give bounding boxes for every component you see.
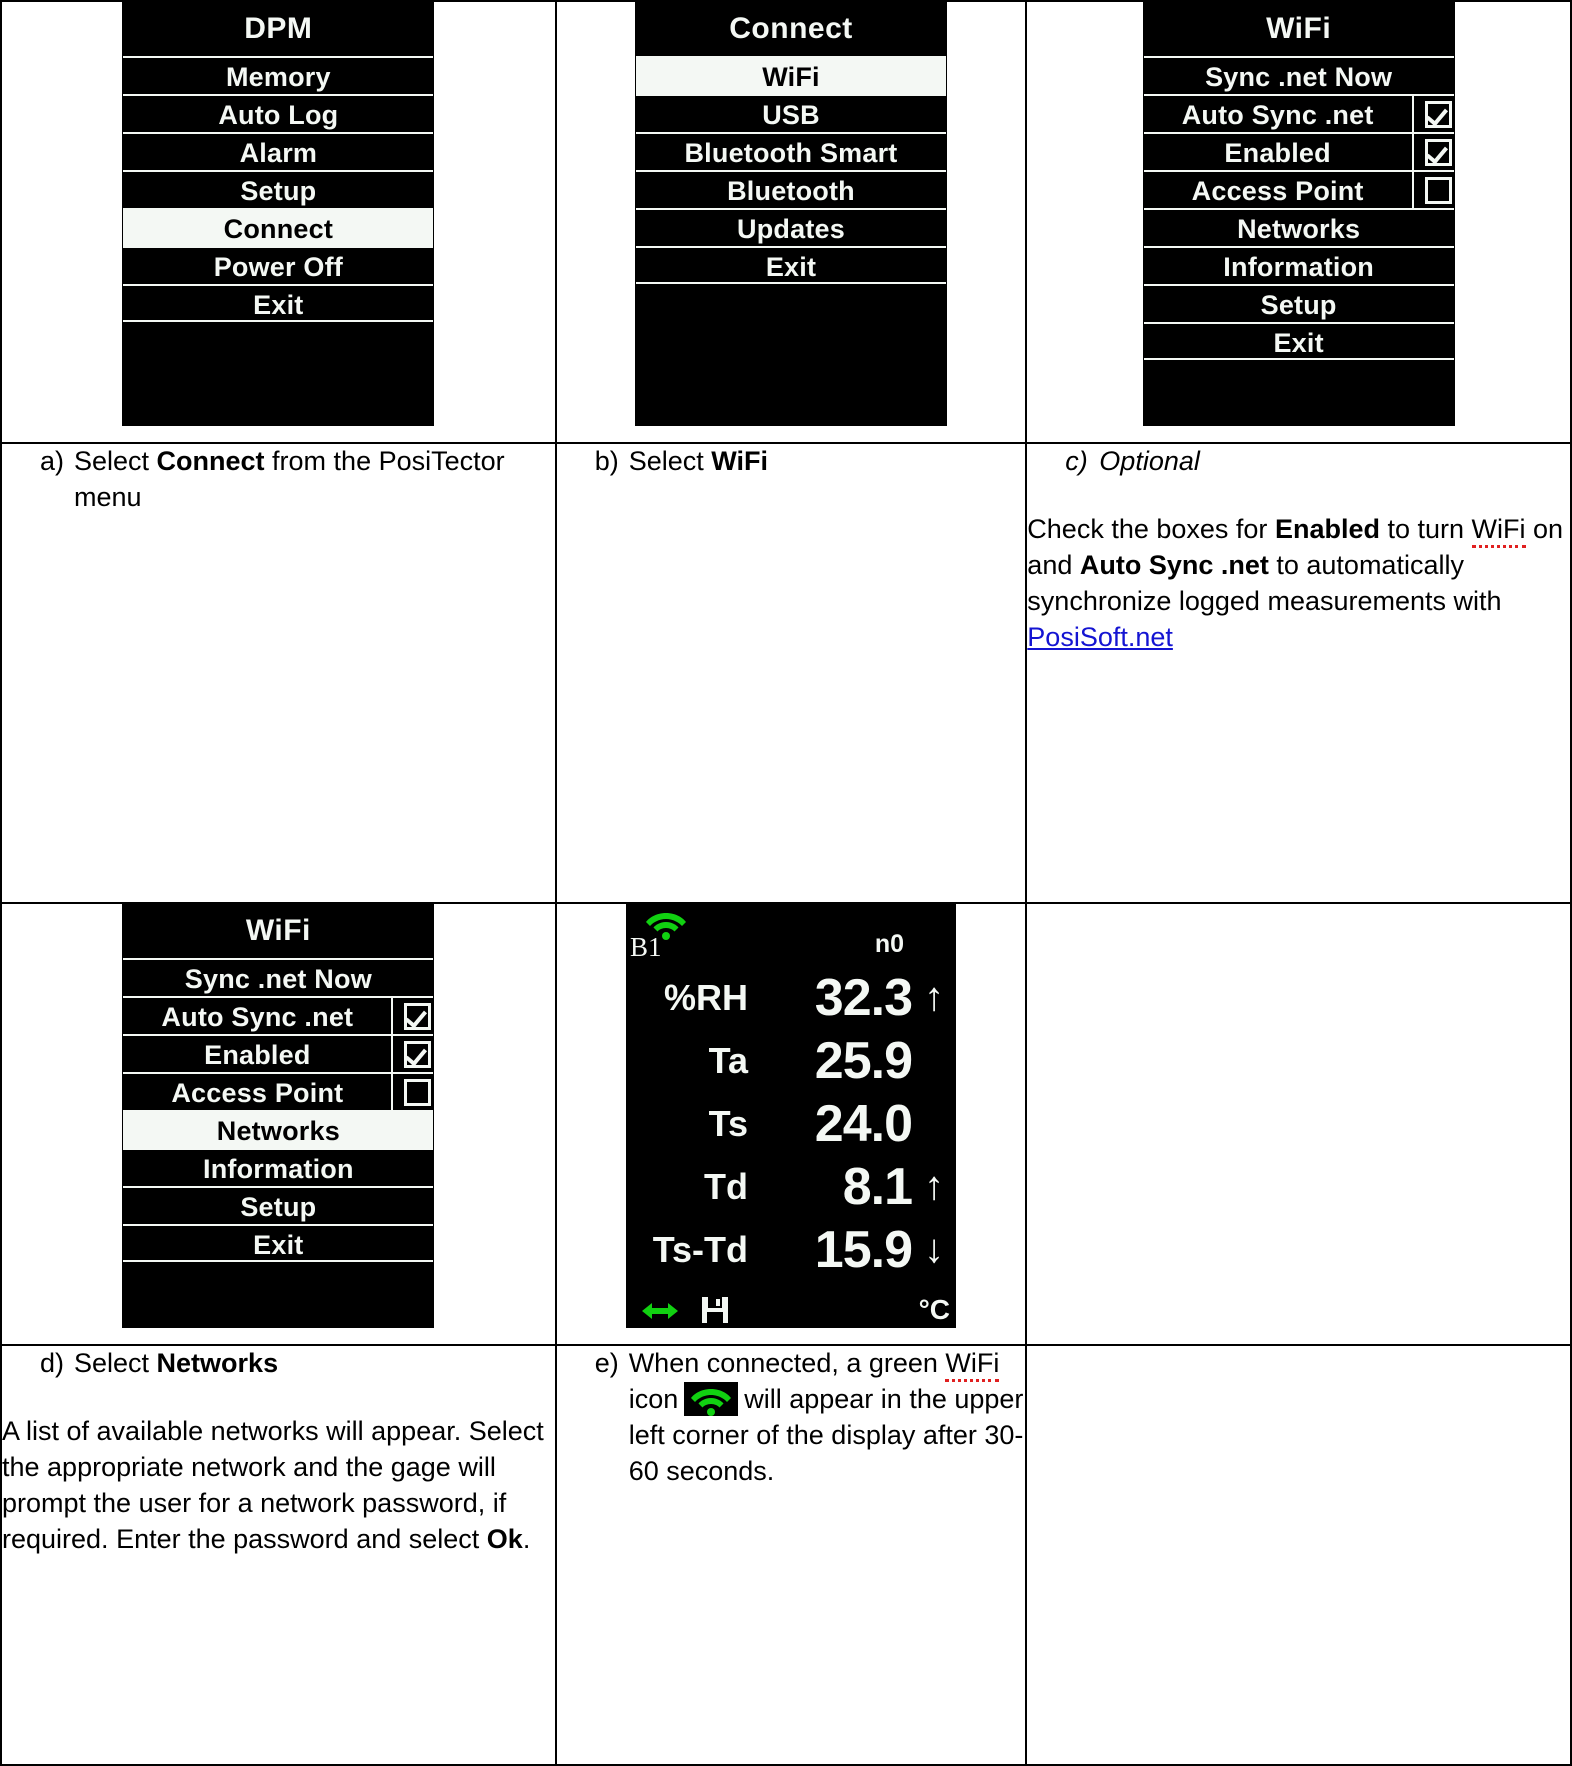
- cell-empty-r4c3: [1026, 1345, 1571, 1765]
- menu-item-information[interactable]: [1144, 246, 1454, 284]
- menu-item-label: Alarm: [239, 138, 318, 168]
- lcd-dpm-menu: [122, 2, 434, 426]
- menu-item-label: Auto Sync .net: [123, 998, 393, 1036]
- step-marker: c): [1065, 446, 1088, 476]
- reading-value: 25.9: [814, 1031, 912, 1090]
- reading-values-list: [626, 966, 956, 1281]
- menu-item-label: Memory: [225, 62, 331, 92]
- menu-item-label: Networks: [1237, 214, 1361, 244]
- menu-item-label: Sync .net Now: [1205, 62, 1393, 92]
- cell-step-a: [1, 443, 556, 903]
- reading-row-ts-td: [626, 1218, 956, 1281]
- menu-item-label: Bluetooth: [727, 176, 855, 206]
- step-marker: b): [594, 446, 619, 476]
- reading-label: Ta: [708, 1039, 748, 1081]
- menu-item-label: Updates: [737, 214, 845, 244]
- menu-item-exit[interactable]: [636, 246, 946, 284]
- menu-item-sync-net-now[interactable]: [1144, 56, 1454, 94]
- menu-item-label: Access Point: [1144, 172, 1414, 210]
- menu-item-label: Enabled: [123, 1036, 393, 1074]
- step-bold: Networks: [156, 1348, 279, 1378]
- text-frag: icon: [628, 1383, 679, 1414]
- temperature-unit: °C: [918, 1294, 950, 1325]
- lcd-connect-menu: [635, 2, 947, 426]
- menu-item-wifi[interactable]: [636, 56, 946, 94]
- step-body: [629, 1346, 1026, 1490]
- step-text: Select: [74, 1348, 157, 1378]
- step-d: [2, 1346, 555, 1382]
- cell-step-d: [1, 1345, 556, 1765]
- step-marker: e): [594, 1348, 619, 1378]
- menu-item-exit[interactable]: [123, 284, 433, 322]
- menu-item-access-point[interactable]: [123, 1072, 433, 1110]
- menu-item-label: Information: [1223, 252, 1374, 282]
- cell-step-b: [556, 443, 1027, 903]
- lcd-menu-list: [122, 56, 434, 322]
- step-text: Select: [628, 446, 712, 476]
- step-text-cont: from the PosiTector menu: [74, 446, 505, 512]
- menu-item-sync-net-now[interactable]: [123, 958, 433, 996]
- menu-item-setup[interactable]: [123, 1186, 433, 1224]
- text-bold: Auto Sync .net: [1079, 549, 1269, 580]
- lcd-menu-list: [1143, 56, 1455, 360]
- menu-item-memory[interactable]: [123, 56, 433, 94]
- reading-row-ts: [626, 1092, 956, 1155]
- step-marker: d): [40, 1348, 65, 1378]
- cell-step-e: [556, 1345, 1027, 1765]
- menu-item-label: Exit: [253, 290, 304, 320]
- reading-footer-bar: [626, 1292, 956, 1326]
- step-e: [557, 1346, 1026, 1490]
- captions-row-1: [1, 443, 1571, 903]
- reading-value: 24.0: [814, 1094, 912, 1153]
- reading-row-td: [626, 1155, 956, 1218]
- text-frag: Check the boxes for: [1027, 513, 1275, 544]
- text-frag: will appear in the upper left corner of the display after 30- 60 seconds.: [628, 1383, 1024, 1486]
- step-body: [629, 444, 1026, 480]
- menu-item-label: Exit: [765, 252, 817, 282]
- text-frag: to automatically synchronize logged measurements with: [1027, 549, 1502, 616]
- step-d-paragraph: [2, 1414, 555, 1558]
- checkbox-auto-sync-net[interactable]: [404, 1003, 431, 1030]
- menu-item-setup[interactable]: [123, 170, 433, 208]
- menu-item-label: Bluetooth Smart: [684, 138, 898, 168]
- menu-item-label: Setup: [1260, 290, 1337, 320]
- cell-dpm-menu: [1, 1, 556, 443]
- text-frag: to turn: [1379, 513, 1472, 544]
- text-spellcheck: WiFi: [1472, 514, 1526, 548]
- cell-wifi-menu-d: [1, 903, 556, 1345]
- menu-item-bluetooth[interactable]: [636, 170, 946, 208]
- menu-item-label: Access Point: [123, 1074, 393, 1112]
- menu-item-access-point[interactable]: [1144, 170, 1454, 208]
- menu-item-label: Enabled: [1144, 134, 1414, 172]
- menu-item-label: Setup: [240, 1192, 317, 1222]
- step-heading: Optional: [1099, 446, 1200, 476]
- screens-row-2: [1, 903, 1571, 1345]
- cell-wifi-menu-c: [1026, 1, 1571, 443]
- menu-item-enabled[interactable]: [1144, 132, 1454, 170]
- reading-label: %RH: [663, 976, 748, 1018]
- menu-item-label: USB: [762, 100, 820, 130]
- step-bold: WiFi: [711, 446, 768, 476]
- menu-item-enabled[interactable]: [123, 1034, 433, 1072]
- step-text: Select: [74, 446, 157, 476]
- reading-value: 8.1: [842, 1157, 912, 1216]
- menu-item-bluetooth-smart[interactable]: [636, 132, 946, 170]
- menu-item-label: Information: [203, 1154, 354, 1184]
- reading-row-rh: [626, 966, 956, 1029]
- trend-arrow-icon: ↑: [924, 1164, 944, 1208]
- posisoft-net-link[interactable]: PosiSoft.net: [1027, 621, 1173, 652]
- left-right-arrows-icon: [632, 1300, 688, 1322]
- reading-status-bar: [626, 904, 956, 966]
- menu-item-label: Sync .net Now: [184, 964, 372, 994]
- menu-item-information[interactable]: [123, 1148, 433, 1186]
- reading-row-ta: [626, 1029, 956, 1092]
- text-spellcheck: WiFi: [945, 1348, 999, 1382]
- step-bold: Connect: [156, 446, 265, 476]
- menu-item-label: Networks: [216, 1116, 340, 1146]
- battery-indicator: B1: [630, 932, 662, 962]
- menu-item-connect[interactable]: [123, 208, 433, 246]
- reading-value: 15.9: [814, 1220, 912, 1279]
- step-body: [74, 444, 555, 516]
- checkbox-enabled[interactable]: [404, 1041, 431, 1068]
- lcd-menu-list: [635, 56, 947, 284]
- text-frag: on and: [1027, 513, 1564, 580]
- menu-item-networks[interactable]: [1144, 208, 1454, 246]
- lcd-wifi-menu-d: [122, 904, 434, 1328]
- menu-item-label: Auto Sync .net: [1144, 96, 1414, 134]
- wifi-icon-inline: [684, 1382, 738, 1416]
- menu-item-networks[interactable]: [123, 1110, 433, 1148]
- lcd-title: DPM: [122, 2, 434, 56]
- captions-row-2: [1, 1345, 1571, 1765]
- step-c-paragraph: [1027, 512, 1570, 656]
- reading-label: Ts-Td: [652, 1228, 748, 1270]
- menu-item-label: Exit: [253, 1230, 304, 1260]
- menu-item-exit[interactable]: [123, 1224, 433, 1262]
- trend-arrow-icon: ↓: [924, 1227, 944, 1271]
- step-b: [557, 444, 1026, 480]
- step-body: [74, 1346, 555, 1382]
- menu-item-power-off[interactable]: [123, 246, 433, 284]
- menu-item-usb[interactable]: [636, 94, 946, 132]
- menu-item-label: Power Off: [213, 252, 343, 282]
- cell-dpm-reading: [556, 903, 1027, 1345]
- step-marker: a): [40, 446, 65, 476]
- cell-connect-menu: [556, 1, 1027, 443]
- menu-item-label: Setup: [240, 176, 317, 206]
- step-a: [2, 444, 555, 516]
- text-frag: .: [522, 1523, 531, 1554]
- checkbox-access-point[interactable]: [1425, 177, 1452, 204]
- reading-value: 32.3: [814, 968, 912, 1027]
- lcd-title: Connect: [635, 2, 947, 56]
- cell-empty-r3c3: [1026, 903, 1571, 1345]
- reading-label: Ts: [708, 1102, 748, 1144]
- text-frag: When connected, a green: [628, 1348, 946, 1378]
- step-c: [1027, 444, 1570, 480]
- text-bold: Enabled: [1274, 513, 1380, 544]
- menu-item-setup[interactable]: [1144, 284, 1454, 322]
- screens-row-1: [1, 1, 1571, 443]
- text-bold: Ok: [486, 1523, 523, 1554]
- menu-item-alarm[interactable]: [123, 132, 433, 170]
- menu-item-auto-sync-net[interactable]: [1144, 94, 1454, 132]
- reading-label: Td: [704, 1165, 748, 1207]
- checkbox-enabled[interactable]: [1425, 139, 1452, 166]
- trend-arrow-icon: ↑: [924, 975, 944, 1019]
- cell-step-c: [1026, 443, 1571, 903]
- menu-item-auto-sync-net[interactable]: [123, 996, 433, 1034]
- lcd-title: WiFi: [1143, 2, 1455, 56]
- menu-item-exit[interactable]: [1144, 322, 1454, 360]
- menu-item-label: Auto Log: [218, 100, 339, 130]
- menu-item-updates[interactable]: [636, 208, 946, 246]
- menu-item-label: Connect: [223, 214, 334, 244]
- lcd-wifi-menu-c: [1143, 2, 1455, 426]
- menu-item-label: Exit: [1273, 328, 1324, 358]
- menu-item-label: WiFi: [762, 62, 820, 92]
- text-frag: A list of available networks will appear. Select the appropriate network and the gage will prompt the user for a network password, if required. Enter the password and select: [2, 1415, 544, 1554]
- checkbox-access-point[interactable]: [404, 1079, 431, 1106]
- lcd-dpm-reading: [626, 904, 956, 1328]
- lcd-menu-list: [122, 958, 434, 1262]
- memory-indicator: n0: [874, 930, 904, 958]
- floppy-save-icon: [700, 1295, 730, 1325]
- lcd-title: WiFi: [122, 904, 434, 958]
- menu-item-auto-log[interactable]: [123, 94, 433, 132]
- checkbox-auto-sync-net[interactable]: [1425, 101, 1452, 128]
